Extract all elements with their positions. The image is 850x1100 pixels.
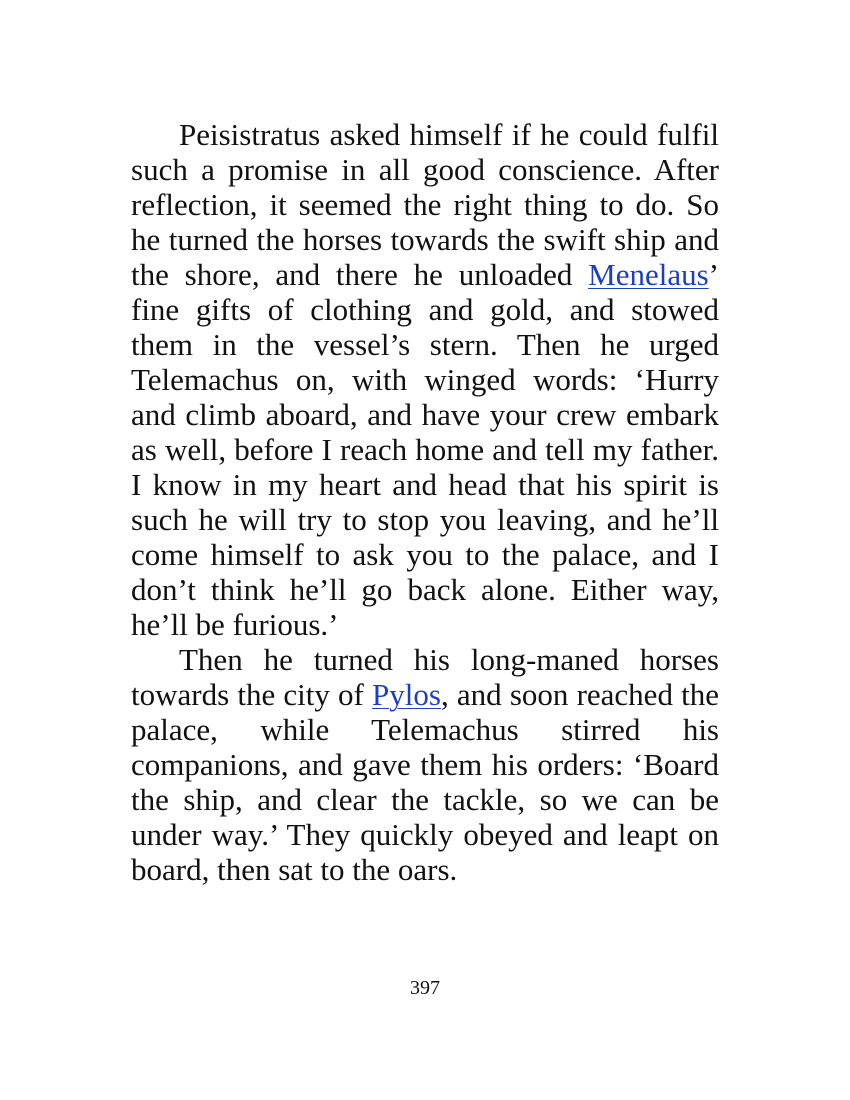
menelaus-link[interactable]: Menelaus: [588, 257, 709, 292]
paragraph-1-text-2: ’ fine gifts of clothing and gold, and stowed them in the vessel’s stern. Then he urged Telemachus on, with winged words: ‘Hurry and climb aboard, and have your crew embark as well, before I reach home and tell my father. I know in my heart and head that his spirit is such he will try to stop you leaving, and he’ll come himself to ask you to the palace, and I don’t think he’ll go back alone. Either way, he’ll be furious.’: [131, 257, 719, 642]
paragraph-2-text-2: , and soon reached the palace, while Telemachus stirred his companions, and gave them his orders: ‘Board the ship, and clear the tackle, so we can be under way.’ They quickly obeyed and leapt on board, then sat to the oars.: [131, 677, 719, 887]
paragraph-1: [131, 117, 719, 642]
paragraph-1-text-1: Peisistratus asked himself if he could fulfil such a promise in all good conscience. After reflection, it seemed the right thing to do. So he turned the horses towards the swift ship and the shore, and there he unloaded: [131, 117, 719, 292]
body-text: [131, 117, 719, 887]
pylos-link[interactable]: Pylos: [372, 677, 441, 712]
page-number: 397: [410, 977, 440, 999]
paragraph-2: [131, 642, 719, 887]
paragraph-2-text-1: Then he turned his long-maned horses towards the city of: [131, 642, 719, 712]
